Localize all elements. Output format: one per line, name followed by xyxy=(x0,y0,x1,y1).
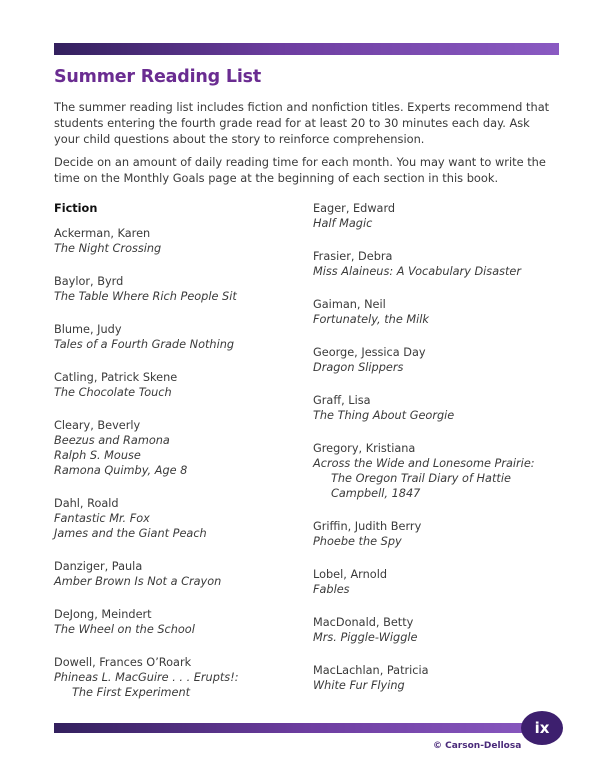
book-title-line: The Thing About Georgie xyxy=(313,409,455,422)
author-name: Baylor, Byrd xyxy=(54,275,124,288)
book-entry xyxy=(313,567,558,597)
book-title-line: Phineas L. MacGuire . . . Erupts!: xyxy=(54,671,239,684)
book-title-line: Dragon Slippers xyxy=(313,361,404,374)
book-title xyxy=(54,337,299,352)
book-title xyxy=(54,289,299,304)
author-name: Ackerman, Karen xyxy=(54,227,151,240)
book-entry xyxy=(54,418,299,478)
author-name: Cleary, Beverly xyxy=(54,419,141,432)
book-title xyxy=(54,670,299,700)
book-entry xyxy=(313,663,558,693)
author-name: Eager, Edward xyxy=(313,202,396,215)
book-title xyxy=(54,241,299,256)
book-entry xyxy=(54,322,299,352)
book-entry xyxy=(313,297,558,327)
book-title-line: The Chocolate Touch xyxy=(54,386,172,399)
book-title-line: The First Experiment xyxy=(72,686,191,699)
author-name: Gaiman, Neil xyxy=(313,298,386,311)
author-name: Blume, Judy xyxy=(54,323,122,336)
book-entry xyxy=(54,655,299,700)
book-entry xyxy=(313,393,558,423)
book-title xyxy=(313,630,558,645)
book-entry xyxy=(54,607,299,637)
book-title-line: Fantastic Mr. Fox xyxy=(54,512,150,525)
bottom-footer-bar xyxy=(54,723,559,733)
author-name: Gregory, Kristiana xyxy=(313,442,416,455)
book-title-line: White Fur Flying xyxy=(313,679,405,692)
book-title-line: Phoebe the Spy xyxy=(313,535,402,548)
book-title xyxy=(54,433,299,448)
author-name: Frasier, Debra xyxy=(313,250,393,263)
book-entry xyxy=(54,559,299,589)
book-title xyxy=(54,463,299,478)
book-title-line: The Table Where Rich People Sit xyxy=(54,290,237,303)
author-name: MacLachlan, Patricia xyxy=(313,664,429,677)
book-entry xyxy=(313,345,558,375)
book-entry xyxy=(313,519,558,549)
book-title-line: Mrs. Piggle-Wiggle xyxy=(313,631,418,644)
book-title-line: Tales of a Fourth Grade Nothing xyxy=(54,338,235,351)
book-entry xyxy=(54,370,299,400)
page-title: Summer Reading List xyxy=(54,67,262,87)
book-title xyxy=(313,312,558,327)
book-title xyxy=(313,408,558,423)
book-entry xyxy=(313,201,558,231)
book-title-line: Fables xyxy=(313,583,350,596)
author-name: Dahl, Roald xyxy=(54,497,119,510)
left-column xyxy=(54,201,299,718)
book-title xyxy=(313,360,558,375)
book-title-line: Ramona Quimby, Age 8 xyxy=(54,464,188,477)
author-name: Graff, Lisa xyxy=(313,394,371,407)
section-heading-fiction: Fiction xyxy=(54,202,98,215)
author-name: MacDonald, Betty xyxy=(313,616,414,629)
right-column xyxy=(313,201,558,711)
book-title-line: Ralph S. Mouse xyxy=(54,449,141,462)
book-title-line: The Wheel on the School xyxy=(54,623,195,636)
intro-paragraph-1: The summer reading list includes fiction and nonfiction titles. Experts recommend that students entering the fourth grade read for at least 20 to 30 minutes each day. Ask your child questions about the story to reinforce comprehension. xyxy=(54,100,550,146)
author-name: DeJong, Meindert xyxy=(54,608,152,621)
book-entry xyxy=(313,441,558,501)
book-entry xyxy=(54,274,299,304)
book-title-line: Campbell, 1847 xyxy=(331,487,421,500)
book-entry xyxy=(313,249,558,279)
book-title-line: Across the Wide and Lonesome Prairie: xyxy=(313,457,535,470)
left-entry-list xyxy=(54,226,299,700)
book-entry xyxy=(54,496,299,541)
book-title-line: Miss Alaineus: A Vocabulary Disaster xyxy=(313,265,522,278)
book-title xyxy=(313,264,558,279)
book-title xyxy=(313,582,558,597)
author-name: Catling, Patrick Skene xyxy=(54,371,178,384)
book-title-line: The Oregon Trail Diary of Hattie xyxy=(331,472,511,485)
author-name: Griffin, Judith Berry xyxy=(313,520,422,533)
top-header-bar xyxy=(54,43,559,55)
author-name: Danziger, Paula xyxy=(54,560,143,573)
book-title xyxy=(54,511,299,526)
page-number-badge: ix xyxy=(521,711,563,745)
book-title-line: Amber Brown Is Not a Crayon xyxy=(54,575,222,588)
book-title-line: James and the Giant Peach xyxy=(54,527,207,540)
book-title xyxy=(313,216,558,231)
right-entry-list xyxy=(313,201,558,693)
book-title xyxy=(54,385,299,400)
book-title xyxy=(54,622,299,637)
book-title xyxy=(54,448,299,463)
book-title-line: Beezus and Ramona xyxy=(54,434,170,447)
book-title-line: Fortunately, the Milk xyxy=(313,313,429,326)
copyright-text: © Carson-Dellosa xyxy=(433,741,522,751)
book-entry xyxy=(54,226,299,256)
intro-paragraph-2: Decide on an amount of daily reading time for each month. You may want to write the time on the Monthly Goals page at the beginning of each section in this book. xyxy=(54,155,546,185)
book-title-line: Half Magic xyxy=(313,217,373,230)
book-title xyxy=(313,456,558,501)
book-title xyxy=(313,678,558,693)
book-title xyxy=(54,574,299,589)
author-name: Lobel, Arnold xyxy=(313,568,388,581)
book-entry xyxy=(313,615,558,645)
book-title-line: The Night Crossing xyxy=(54,242,162,255)
author-name: Dowell, Frances O’Roark xyxy=(54,656,192,669)
book-title xyxy=(54,526,299,541)
book-title xyxy=(313,534,558,549)
author-name: George, Jessica Day xyxy=(313,346,426,359)
